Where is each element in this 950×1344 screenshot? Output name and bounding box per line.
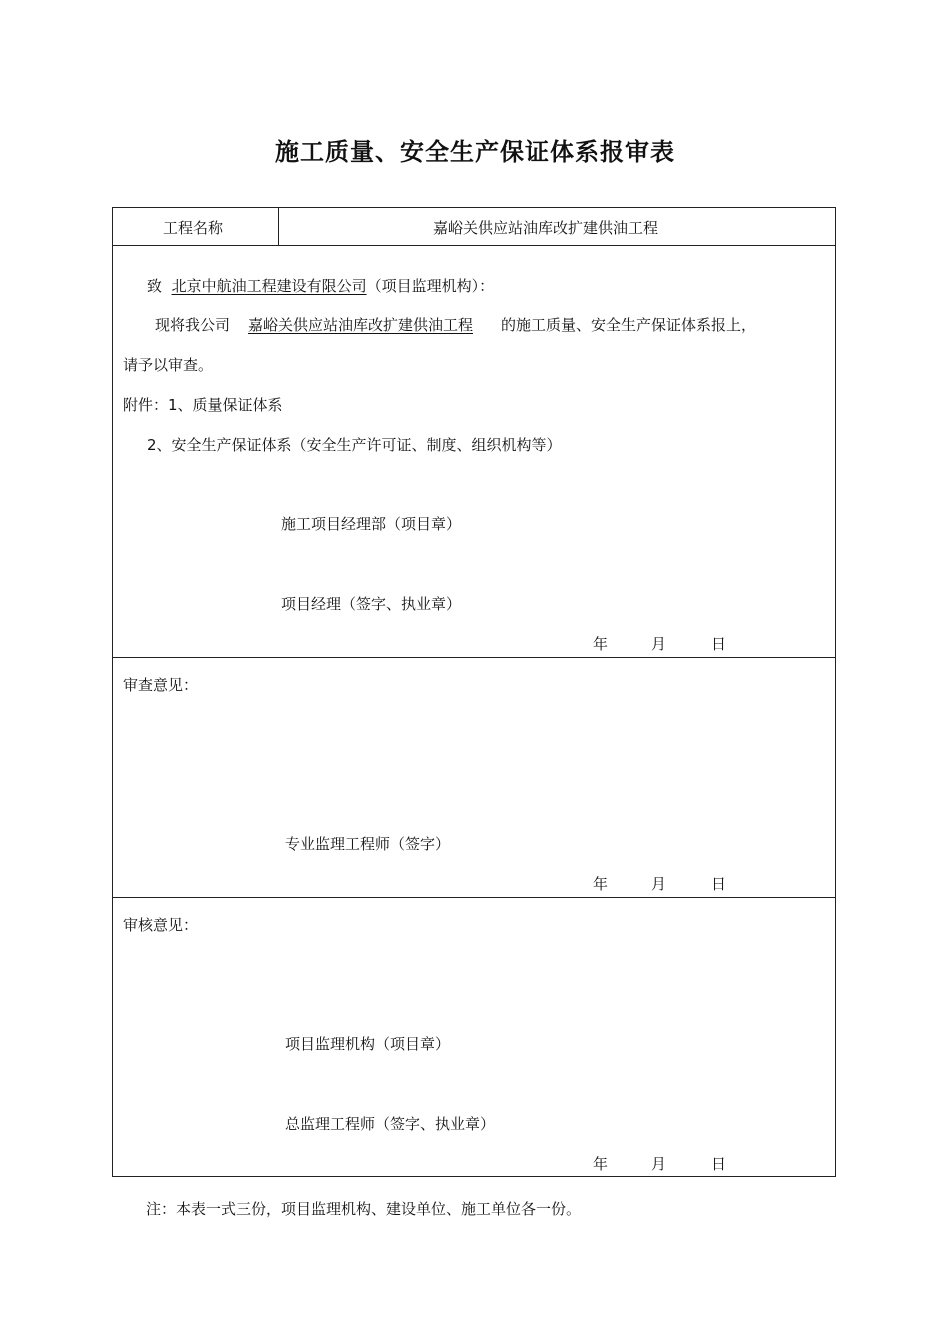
date-month: 月	[651, 635, 667, 653]
attachment-1: 附件：1、质量保证体系	[123, 396, 283, 414]
date-line	[593, 874, 726, 894]
date-day: 日	[711, 875, 727, 893]
footer-note: 注：本表一式三份，项目监理机构、建设单位、施工单位各一份。	[146, 1200, 582, 1218]
addressee-company: 北京中航油工程建设有限公司	[171, 277, 367, 295]
date-month: 月	[651, 875, 667, 893]
date-line	[593, 634, 726, 654]
request-line: 请予以审查。	[123, 356, 214, 374]
engineer-signature-label: 专业监理工程师（签字）	[285, 835, 451, 853]
date-year: 年	[593, 635, 609, 653]
submission-prefix: 现将我公司	[155, 316, 231, 334]
project-name-label: 工程名称	[163, 219, 224, 237]
project-name-value: 嘉峪关供应站油库改扩建供油工程	[433, 219, 659, 237]
review-opinion-label: 审查意见：	[123, 676, 199, 694]
department-seal-label: 施工项目经理部（项目章）	[281, 515, 462, 533]
date-month: 月	[651, 1155, 667, 1173]
addressee-line	[147, 276, 494, 296]
audit-opinion-label: 审核意见：	[123, 916, 199, 934]
supervision-org-seal-label: 项目监理机构（项目章）	[285, 1035, 451, 1053]
submission-suffix: 的施工质量、安全生产保证体系报上，	[501, 316, 757, 334]
attachment-2: 2、安全生产保证体系（安全生产许可证、制度、组织机构等）	[147, 436, 562, 454]
row-divider	[113, 245, 835, 246]
manager-signature-label: 项目经理（签字、执业章）	[281, 595, 462, 613]
addressee-prefix: 致	[147, 277, 163, 295]
row-divider	[113, 657, 835, 658]
chief-engineer-signature-label: 总监理工程师（签字、执业章）	[285, 1115, 496, 1133]
date-year: 年	[593, 875, 609, 893]
date-line	[593, 1154, 726, 1174]
date-year: 年	[593, 1155, 609, 1173]
submission-project: 嘉峪关供应站油库改扩建供油工程	[248, 316, 474, 334]
date-day: 日	[711, 1155, 727, 1173]
page-title: 施工质量、安全生产保证体系报审表	[275, 138, 675, 166]
column-divider	[278, 208, 279, 245]
date-day: 日	[711, 635, 727, 653]
row-divider	[113, 897, 835, 898]
addressee-suffix: （项目监理机构）：	[366, 277, 495, 295]
review-form-table	[112, 207, 836, 1177]
submission-line	[155, 315, 756, 335]
